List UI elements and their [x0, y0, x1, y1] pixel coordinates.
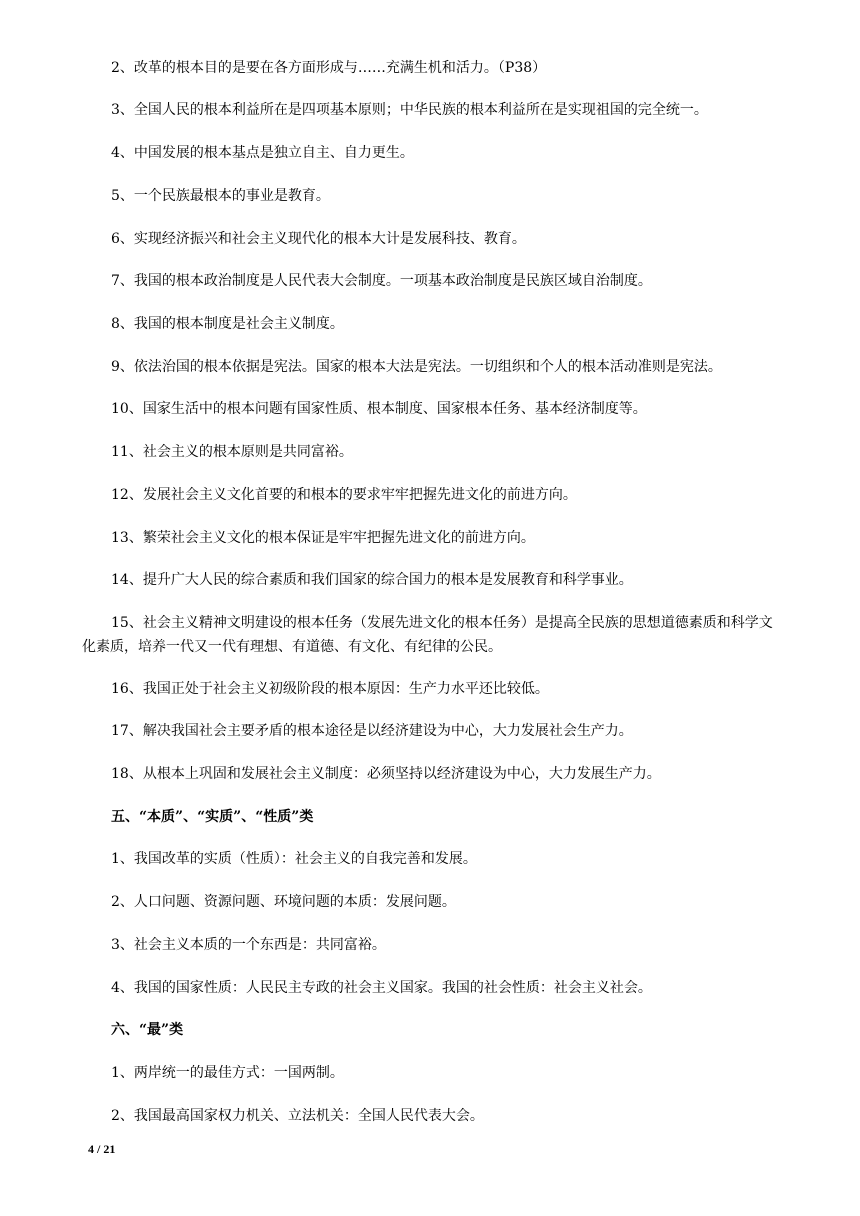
list-item: 4、中国发展的根本基点是独立自主、自力更生。: [111, 145, 414, 161]
list-item: 6、实现经济振兴和社会主义现代化的根本大计是发展科技、教育。: [111, 231, 526, 247]
list-item: 16、我国正处于社会主义初级阶段的根本原因：生产力水平还比较低。: [111, 681, 549, 697]
list-item: 14、提升广大人民的综合素质和我们国家的综合国力的根本是发展教育和科学事业。: [111, 572, 633, 588]
list-item: 3、社会主义本质的一个东西是：共同富裕。: [111, 937, 386, 953]
list-item: 2、人口问题、资源问题、环境问题的本质：发展问题。: [111, 894, 456, 910]
list-item: 2、我国最高国家权力机关、立法机关：全国人民代表大会。: [111, 1108, 484, 1124]
page-number: 4 / 21: [88, 1142, 116, 1156]
list-item: 2、改革的根本目的是要在各方面形成与……充满生机和活力。（P38）: [111, 60, 547, 76]
list-item: 1、两岸统一的最佳方式：一国两制。: [111, 1065, 344, 1081]
list-item: 1、我国改革的实质（性质）：社会主义的自我完善和发展。: [111, 851, 477, 867]
list-item: 15、社会主义精神文明建设的根本任务（发展先进文化的根本任务）是提高全民族的思想道德素质和科学文化素质，培养一代又一代有理想、有道德、有文化、有纪律的公民。: [82, 615, 773, 655]
list-item: 9、依法治国的根本依据是宪法。国家的根本大法是宪法。一切组织和个人的根本活动准则是宪法。: [111, 359, 722, 375]
section-heading: 六、“最”类: [111, 1022, 184, 1038]
list-item: 18、从根本上巩固和发展社会主义制度：必须坚持以经济建设为中心，大力发展生产力。: [111, 766, 661, 782]
list-item: 3、全国人民的根本利益所在是四项基本原则；中华民族的根本利益所在是实现祖国的完全统一。: [111, 102, 708, 118]
list-item: 8、我国的根本制度是社会主义制度。: [111, 316, 344, 332]
section-heading: 五、“本质”、“实质”、“性质”类: [111, 809, 314, 825]
list-item: 17、解决我国社会主要矛盾的根本途径是以经济建设为中心，大力发展社会生产力。: [111, 723, 633, 739]
list-item: 12、发展社会主义文化首要的和根本的要求牢牢把握先进文化的前进方向。: [111, 487, 577, 503]
list-item: 5、一个民族最根本的事业是教育。: [111, 188, 330, 204]
list-item: 11、社会主义的根本原则是共同富裕。: [111, 444, 353, 460]
list-item: 13、繁荣社会主义文化的根本保证是牢牢把握先进文化的前进方向。: [111, 530, 535, 546]
list-item: 4、我国的国家性质：人民民主专政的社会主义国家。我国的社会性质：社会主义社会。: [111, 980, 652, 996]
list-item: 7、我国的根本政治制度是人民代表大会制度。一项基本政治制度是民族区域自治制度。: [111, 273, 652, 289]
list-item: 10、国家生活中的根本问题有国家性质、根本制度、国家根本任务、基本经济制度等。: [111, 401, 647, 417]
